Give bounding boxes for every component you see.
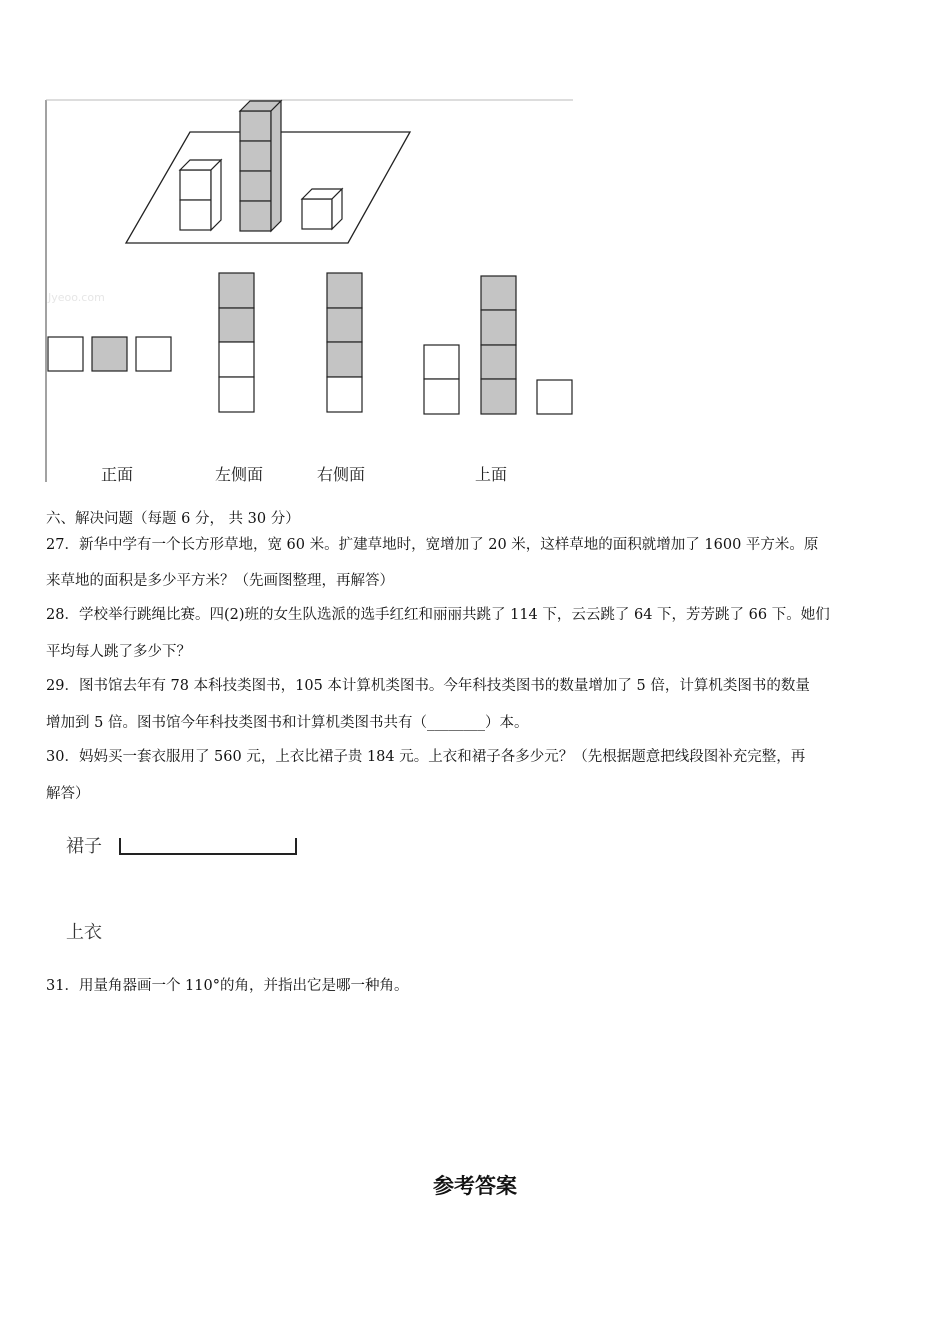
watermark: Jyeoo.com [48, 291, 105, 304]
front-view [48, 337, 171, 371]
front-view-label: 正面 [101, 465, 134, 484]
question-30-line1: 30．妈妈买一套衣服用了 560 元，上衣比裙子贵 184 元。上衣和裙子各多少元？（先根据题意把线段图补充完整，再 [46, 749, 806, 765]
left-cube-stack [180, 160, 221, 230]
question-27-line1: 27．新华中学有一个长方形草地，宽 60 米。扩建草地时，宽增加了 20 米，这样草地的面积就增加了 1600 平方米。原 [46, 537, 819, 553]
question-30-line2: 解答） [46, 786, 90, 802]
skirt-segment [112, 832, 312, 862]
cube-figure-svg [0, 0, 600, 500]
left-side-view [219, 273, 254, 412]
top-view-label: 上面 [475, 465, 508, 484]
left-view-label: 左侧面 [215, 465, 264, 484]
single-cube [302, 189, 342, 229]
question-28-line1: 28．学校举行跳绳比赛。四(2)班的女生队选派的选手红红和丽丽共跳了 114 下，云云跳了 64 下，芳芳跳了 66 下。她们 [46, 607, 830, 623]
question-28-line2: 平均每人跳了多少下？ [46, 644, 191, 660]
cube-figure [0, 0, 600, 500]
skirt-label: 裙子 [66, 836, 102, 857]
right-view-label: 右侧面 [317, 465, 366, 484]
question-27-line2: 来草地的面积是多少平方米？（先画图整理，再解答） [46, 573, 394, 589]
section-heading: 六、解决问题（每题 6 分， 共 30 分） [46, 511, 300, 527]
answer-section-title: 参考答案 [433, 1174, 517, 1198]
question-31: 31．用量角器画一个 110°的角，并指出它是哪一种角。 [46, 978, 409, 994]
right-side-view [327, 273, 362, 412]
question-29-line1: 29．图书馆去年有 78 本科技类图书，105 本计算机类图书。今年科技类图书的数量增加了 5 倍，计算机类图书的数量 [46, 678, 810, 694]
tall-cube-stack [240, 101, 281, 231]
question-29-line2: 增加到 5 倍。图书馆今年科技类图书和计算机类图书共有（________）本。 [46, 715, 529, 731]
top-view [424, 276, 572, 414]
top-label: 上衣 [66, 922, 102, 943]
